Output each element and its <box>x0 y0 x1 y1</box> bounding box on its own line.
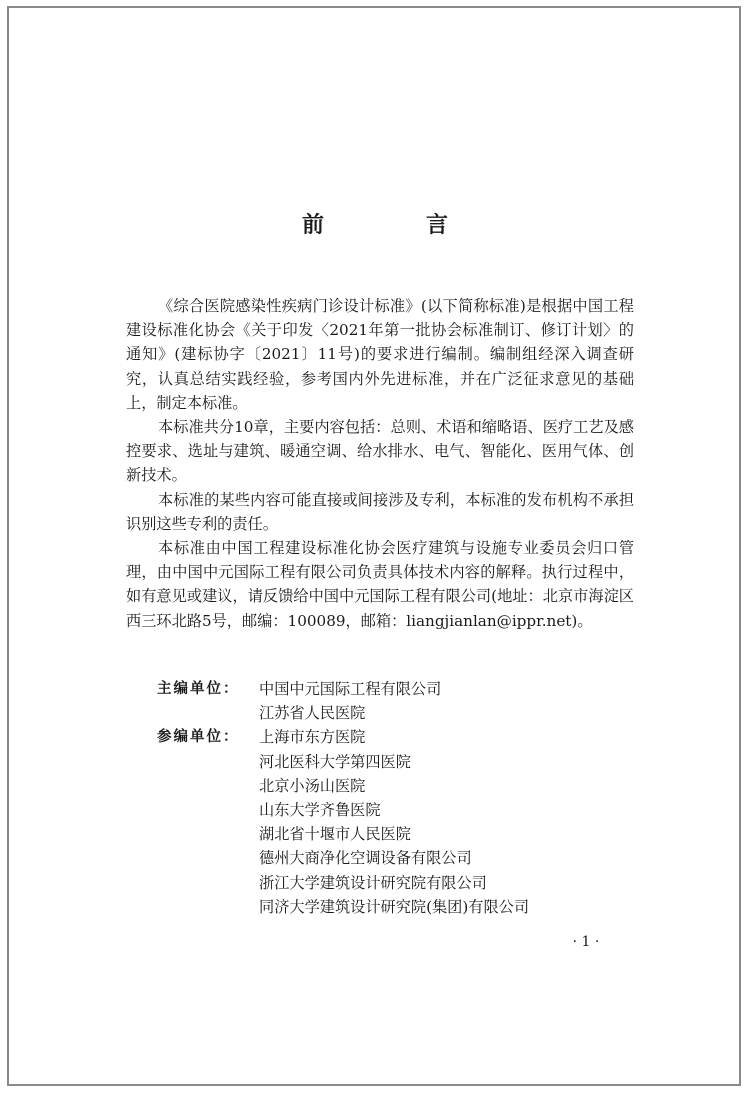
units-section <box>157 677 529 919</box>
paragraph-management: 本标准由中国工程建设标准化协会医疗建筑与设施专业委员会归口管理，由中国中元国际工程有限公司负责具体技术内容的解释。执行过程中，如有意见或建议，请反馈给中国中元国际工程有限公司(地址：北京市海淀区西三环北路5号，邮编：100089，邮箱：liangjianlan@ippr.net)。 <box>126 539 634 630</box>
chief-units-label: 主编单位： <box>157 681 240 697</box>
page-title: 前 言 <box>301 213 488 238</box>
participating-unit-item: 山东大学齐鲁医院 <box>259 801 381 820</box>
paragraph-patent: 本标准的某些内容可能直接或间接涉及专利，本标准的发布机构不承担识别这些专利的责任。 <box>126 490 634 533</box>
paragraph-contents: 本标准共分10章，主要内容包括：总则、术语和缩略语、医疗工艺及感控要求、选址与建筑、暖通空调、给水排水、电气、智能化、医用气体、创新技术。 <box>126 418 634 485</box>
participating-unit-item: 河北医科大学第四医院 <box>259 752 411 771</box>
paragraph-standard-origin: 《综合医院感染性疾病门诊设计标准》(以下简称标准)是根据中国工程建设标准化协会《关于印发〈2021年第一批协会标准制订、修订计划〉的通知》(建标协字〔2021〕11号)的要求进行编制。编制组经深入调查研究，认真总结实践经验，参考国内外先进标准，并在广泛征求意见的基础上，制定本标准。 <box>126 297 634 412</box>
participating-units-label: 参编单位： <box>157 729 240 746</box>
page-number: · 1 · <box>572 934 600 950</box>
participating-units <box>157 725 529 919</box>
participating-unit-item: 同济大学建筑设计研究院(集团)有限公司 <box>259 897 530 916</box>
participating-unit-item: 湖北省十堰市人民医院 <box>259 825 411 844</box>
participating-unit-item: 上海市东方医院 <box>259 728 366 747</box>
participating-unit-item: 德州大商净化空调设备有限公司 <box>259 849 472 868</box>
participating-units-list <box>259 725 529 919</box>
preface-body <box>126 294 634 633</box>
participating-unit-item: 浙江大学建筑设计研究院有限公司 <box>259 873 487 892</box>
chief-units-list <box>259 677 441 725</box>
chief-unit-item: 江苏省人民医院 <box>259 704 366 723</box>
chief-unit-item: 中国中元国际工程有限公司 <box>259 680 442 698</box>
chief-units <box>157 677 529 725</box>
participating-unit-item: 北京小汤山医院 <box>259 776 366 795</box>
